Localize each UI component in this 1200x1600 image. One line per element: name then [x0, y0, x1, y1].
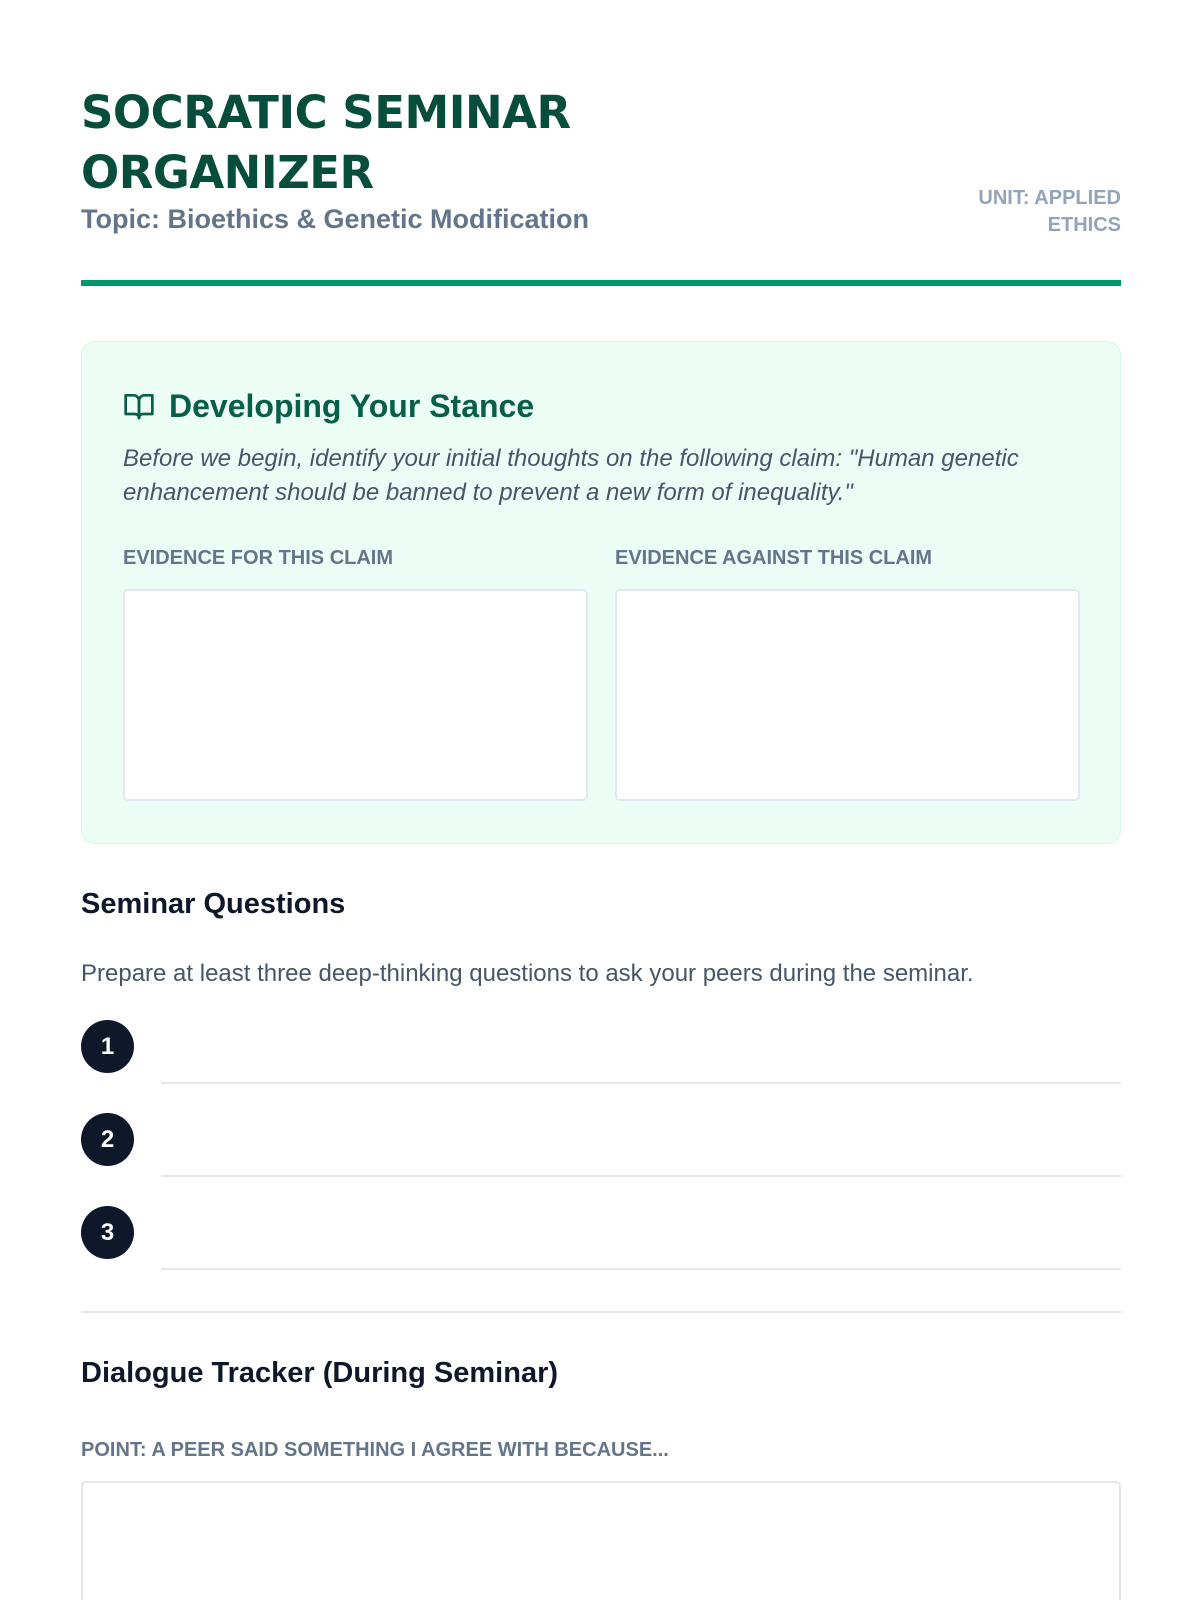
stance-header	[123, 386, 534, 426]
evidence-for-label: EVIDENCE FOR THIS CLAIM	[123, 547, 394, 569]
seminar-questions-intro: Prepare at least three deep-thinking questions to ask your peers during the seminar.	[81, 960, 974, 987]
point-response-field[interactable]	[81, 1481, 1121, 1600]
question-answer-line[interactable]	[161, 1175, 1121, 1177]
question-row	[81, 1113, 1121, 1177]
question-row	[81, 1020, 1121, 1084]
question-answer-line[interactable]	[161, 1268, 1121, 1270]
question-row	[81, 1206, 1121, 1270]
stance-card	[81, 341, 1121, 844]
question-number-badge: 2	[81, 1113, 134, 1166]
header-divider	[81, 280, 1121, 286]
unit-label: UNIT: APPLIED ETHICS	[978, 187, 1121, 236]
evidence-for-field[interactable]	[123, 589, 588, 801]
dialogue-tracker-title: Dialogue Tracker (During Seminar)	[81, 1357, 559, 1389]
point-label: POINT: A PEER SAID SOMETHING I AGREE WITH BECAUSE...	[81, 1439, 669, 1461]
book-open-icon	[123, 390, 155, 422]
question-number-badge: 1	[81, 1020, 134, 1073]
topic-subtitle: Topic: Bioethics & Genetic Modification	[81, 204, 590, 234]
worksheet-header	[81, 83, 1121, 288]
section-divider	[81, 1311, 1121, 1313]
question-number-badge: 3	[81, 1206, 134, 1259]
evidence-against-field[interactable]	[615, 589, 1080, 801]
page-title: SOCRATIC SEMINAR ORGANIZER	[81, 86, 571, 199]
stance-title: Developing Your Stance	[169, 387, 535, 424]
stance-description: Before we begin, identify your initial thoughts on the following claim: "Human genetic enhancement should be banned to prevent a new form of inequality."	[123, 445, 1019, 506]
question-answer-line[interactable]	[161, 1082, 1121, 1084]
worksheet-page	[81, 0, 1121, 1600]
evidence-against-label: EVIDENCE AGAINST THIS CLAIM	[615, 547, 933, 569]
seminar-questions-title: Seminar Questions	[81, 888, 346, 920]
